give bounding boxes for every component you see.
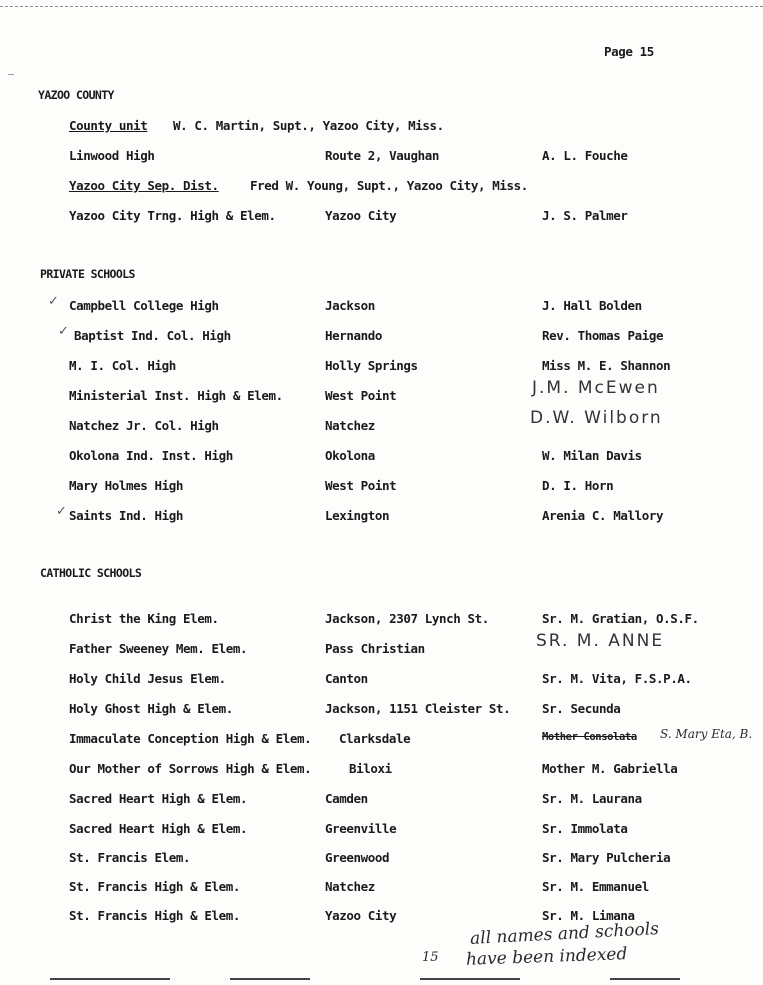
private-school: M. I. Col. High [69,358,176,373]
yazoo-county-heading: YAZOO COUNTY [38,88,114,102]
private-principal: Rev. Thomas Paige [542,328,664,343]
catholic-school: Immaculate Conception High & Elem. [69,731,312,746]
catholic-principal: Sr. Mary Pulcheria [542,850,671,865]
linwood-school: Linwood High [69,148,155,163]
catholic-location: Natchez [325,879,375,894]
private-school: Ministerial Inst. High & Elem. [69,388,283,403]
yazoo-trng-location: Yazoo City [325,208,397,223]
private-principal: Miss M. E. Shannon [542,358,671,373]
catholic-location: Pass Christian [325,641,425,656]
handwritten-principal: SR. M. ANNE [536,631,665,651]
check-mark: ✓ [58,324,69,339]
handwritten-note-line2: have been indexed [465,944,628,970]
catholic-location: Biloxi [349,761,392,776]
catholic-location: Greenwood [325,850,390,865]
catholic-school: St. Francis Elem. [69,850,191,865]
top-edge-line [0,6,763,7]
handwritten-number: 15 [422,950,439,965]
catholic-principal: Sr. M. Laurana [542,791,642,806]
catholic-principal: Sr. M. Limana [542,908,635,923]
catholic-location: Clarksdale [339,731,411,746]
county-unit-label: County unit [69,118,148,133]
catholic-school: Holy Child Jesus Elem. [69,671,226,686]
page-number: Page 15 [604,44,654,59]
private-location: Jackson [325,298,375,313]
catholic-school: Our Mother of Sorrows High & Elem. [69,761,312,776]
catholic-schools-heading: CATHOLIC SCHOOLS [40,566,142,580]
private-location: West Point [325,388,397,403]
handwritten-note-line1: all names and schools [469,919,660,949]
private-school: Mary Holmes High [69,478,184,493]
private-location: Natchez [325,418,375,433]
catholic-location: Jackson, 1151 Cleister St. [325,701,511,716]
catholic-location: Camden [325,791,368,806]
private-school: Natchez Jr. Col. High [69,418,219,433]
private-school: Okolona Ind. Inst. High [69,448,233,463]
catholic-school: Christ the King Elem. [69,611,219,626]
sep-dist-text: Fred W. Young, Supt., Yazoo City, Miss. [250,178,528,193]
catholic-principal: Sr. M. Emmanuel [542,879,649,894]
handwritten-principal: D.W. Wilborn [530,408,663,428]
yazoo-trng-principal: J. S. Palmer [542,208,628,223]
bottom-rule [420,978,520,980]
catholic-principal: Sr. M. Vita, F.S.P.A. [542,671,692,686]
bottom-rule [610,978,680,980]
catholic-location: Greenville [325,821,397,836]
check-mark: ✓ [56,504,67,519]
private-location: Lexington [325,508,390,523]
private-school: Campbell College High [69,298,219,313]
catholic-location: Jackson, 2307 Lynch St. [325,611,489,626]
catholic-school: St. Francis High & Elem. [69,879,241,894]
bottom-rule [50,978,170,980]
catholic-principal: Sr. Secunda [542,701,621,716]
catholic-principal: Sr. M. Gratian, O.S.F. [542,611,699,626]
private-principal: J. Hall Bolden [542,298,642,313]
private-location: Holly Springs [325,358,418,373]
linwood-principal: A. L. Fouche [542,148,628,163]
check-mark: ✓ [48,294,59,309]
catholic-school: Sacred Heart High & Elem. [69,821,248,836]
catholic-principal: Mother M. Gabriella [542,761,678,776]
catholic-school: Sacred Heart High & Elem. [69,791,248,806]
county-unit-text: W. C. Martin, Supt., Yazoo City, Miss. [173,118,444,133]
catholic-school: Father Sweeney Mem. Elem. [69,641,248,656]
sep-dist-label: Yazoo City Sep. Dist. [69,178,219,193]
catholic-location: Canton [325,671,368,686]
private-principal: W. Milan Davis [542,448,642,463]
margin-mark [8,74,14,75]
private-schools-heading: PRIVATE SCHOOLS [40,267,135,281]
yazoo-trng-school: Yazoo City Trng. High & Elem. [69,208,276,223]
bottom-rule [230,978,310,980]
handwritten-principal: J.M. McEwen [532,378,660,398]
handwritten-principal: S. Mary Eta, B. [660,727,753,741]
private-principal: Arenia C. Mallory [542,508,664,523]
private-location: West Point [325,478,397,493]
private-location: Hernando [325,328,383,343]
catholic-location: Yazoo City [325,908,397,923]
catholic-school: Holy Ghost High & Elem. [69,701,233,716]
catholic-principal: Sr. Immolata [542,821,628,836]
private-principal: D. I. Horn [542,478,614,493]
private-location: Okolona [325,448,375,463]
catholic-school: St. Francis High & Elem. [69,908,241,923]
private-school: Saints Ind. High [69,508,184,523]
private-school: Baptist Ind. Col. High [74,328,231,343]
linwood-location: Route 2, Vaughan [325,148,440,163]
struck-principal: Mother Consolata [542,731,637,743]
